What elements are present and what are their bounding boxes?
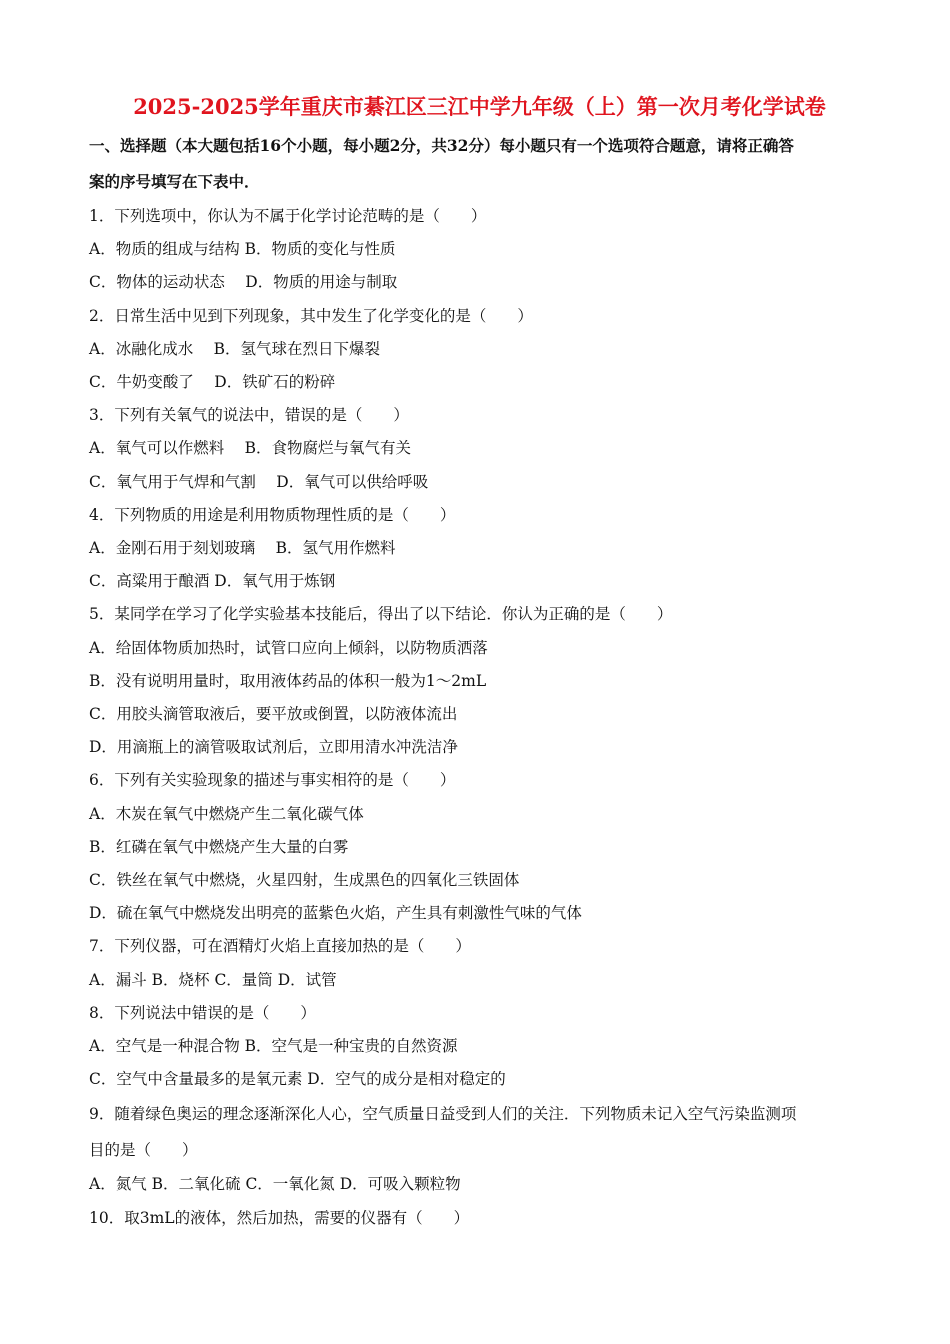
question-3-options-cd: C．氧气用于气焊和气割 D．氧气可以供给呼吸 <box>89 472 429 491</box>
question-10: 10．取3mL的液体，然后加热，需要的仪器有（ ） <box>89 1208 470 1227</box>
question-9-line-2: 目的是（ ） <box>89 1141 198 1160</box>
question-6: 6．下列有关实验现象的描述与事实相符的是（ ） <box>89 771 456 790</box>
question-4-options-ab: A．金刚石用于刻划玻璃 B．氢气用作燃料 <box>89 539 396 558</box>
question-8-options-cd: C．空气中含量最多的是氧元素 D．空气的成分是相对稳定的 <box>89 1070 506 1089</box>
question-5: 5．某同学在学习了化学实验基本技能后，得出了以下结论．你认为正确的是（ ） <box>89 605 673 624</box>
question-5-option-a: A．给固体物质加热时，试管口应向上倾斜，以防物质洒落 <box>89 638 488 657</box>
question-4-options-cd: C．高粱用于酿酒 D．氧气用于炼钢 <box>89 572 336 591</box>
question-2: 2．日常生活中见到下列现象，其中发生了化学变化的是（ ） <box>89 306 533 325</box>
question-6-option-d: D．硫在氧气中燃烧发出明亮的蓝紫色火焰，产生具有刺激性气味的气体 <box>89 904 582 923</box>
question-2-options-cd: C．牛奶变酸了 D．铁矿石的粉碎 <box>89 373 336 392</box>
question-5-option-d: D．用滴瓶上的滴管吸取试剂后，立即用清水冲洗洁净 <box>89 738 458 757</box>
question-5-option-c: C．用胶头滴管取液后，要平放或倒置，以防液体流出 <box>89 705 458 724</box>
question-list <box>89 200 870 1235</box>
question-1-options-ab: A．物质的组成与结构 B．物质的变化与性质 <box>89 240 396 259</box>
question-8-options-ab: A．空气是一种混合物 B．空气是一种宝贵的自然资源 <box>89 1037 458 1056</box>
question-7-options: A．漏斗 B．烧杯 C．量筒 D．试管 <box>89 970 337 989</box>
question-6-option-a: A．木炭在氧气中燃烧产生二氧化碳气体 <box>89 804 364 823</box>
question-3: 3．下列有关氧气的说法中，错误的是（ ） <box>89 406 409 425</box>
question-6-option-b: B．红磷在氧气中燃烧产生大量的白雾 <box>89 837 349 856</box>
question-8: 8．下列说法中错误的是（ ） <box>89 1003 316 1022</box>
question-1-options-cd: C．物体的运动状态 D．物质的用途与制取 <box>89 273 398 292</box>
question-5-option-b: B．没有说明用量时，取用液体药品的体积一般为1～2mL <box>89 671 487 690</box>
question-9-line-1: 9．随着绿色奥运的理念逐渐深化人心，空气质量日益受到人们的关注．下列物质未记入空气污染监测项 <box>89 1105 797 1124</box>
section-heading-line-2: 案的序号填写在下表中． <box>89 172 260 191</box>
question-3-options-ab: A．氧气可以作燃料 B．食物腐烂与氧气有关 <box>89 439 412 458</box>
question-7: 7．下列仪器，可在酒精灯火焰上直接加热的是（ ） <box>89 937 471 956</box>
section-heading-line-1: 一、选择题（本大题包括16个小题，每小题2分，共32分）每小题只有一个选项符合题意，请将正确答 <box>89 136 794 155</box>
question-1: 1．下列选项中，你认为不属于化学讨论范畴的是（ ） <box>89 207 487 225</box>
question-6-option-c: C．铁丝在氧气中燃烧，火星四射，生成黑色的四氧化三铁固体 <box>89 871 520 890</box>
page-title: 2025-2025学年重庆市綦江区三江中学九年级（上）第一次月考化学试卷 <box>133 94 826 119</box>
question-4: 4．下列物质的用途是利用物质物理性质的是（ ） <box>89 505 456 524</box>
question-2-options-ab: A．冰融化成水 B．氢气球在烈日下爆裂 <box>89 339 381 358</box>
question-9-options: A．氮气 B．二氧化硫 C．一氧化氮 D．可吸入颗粒物 <box>89 1175 461 1194</box>
